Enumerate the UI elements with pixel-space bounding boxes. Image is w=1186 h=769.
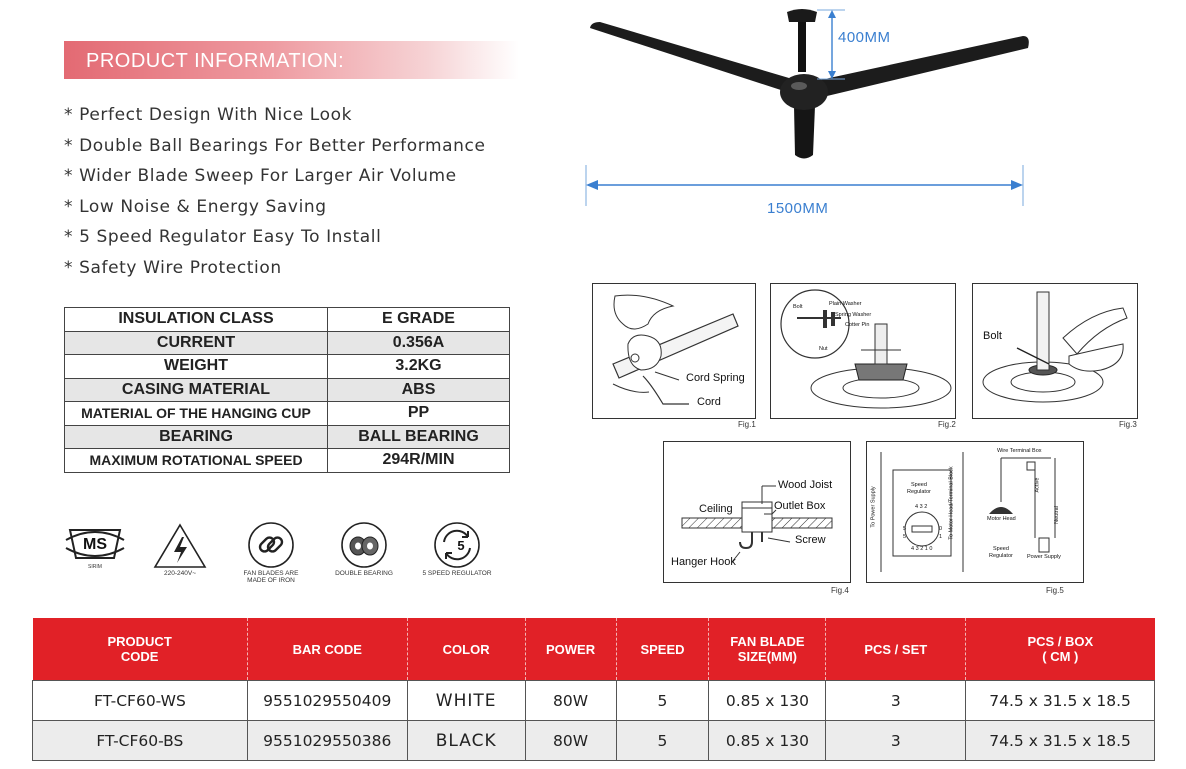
- fig4-wood-joist-label: Wood Joist: [778, 479, 833, 491]
- fig5-dial-right2: 1: [939, 534, 943, 540]
- spec-label: INSULATION CLASS: [65, 308, 328, 332]
- fig5-speed-label: Speed: [911, 482, 927, 488]
- fig5-speed-b-label: Speed: [993, 546, 1009, 552]
- cell-pcs-box: 74.5 x 31.5 x 18.5: [966, 721, 1155, 761]
- fig5-regulator-b-label: Regulator: [989, 553, 1013, 559]
- figure-2: [770, 283, 956, 419]
- fig4-ceiling-label: Ceiling: [699, 503, 733, 515]
- header-pcs-box: PCS / BOX ( CM ): [966, 618, 1155, 681]
- header-color: COLOR: [407, 618, 525, 681]
- fig5-neutral-label: Neutral: [1053, 506, 1060, 524]
- ms-certification-logo: [60, 522, 130, 571]
- iron-blades-label-1: FAN BLADES ARE: [243, 570, 299, 577]
- fig5-to-power-supply-label: To Power Supply: [870, 486, 877, 528]
- double-bearing-cert: [328, 520, 400, 577]
- feature-list: [64, 100, 486, 284]
- header-bar-code: BAR CODE: [247, 618, 407, 681]
- cell-product-code: FT-CF60-BS: [33, 721, 248, 761]
- cell-speed: 5: [616, 681, 709, 721]
- table-row: [33, 681, 1155, 721]
- fig3-bolt-label: Bolt: [983, 330, 1002, 342]
- cell-color: BLACK: [407, 721, 525, 761]
- spec-row: [65, 331, 510, 355]
- fig5-dial-right: 0: [939, 526, 943, 532]
- height-dimension-label: 400MM: [838, 29, 891, 46]
- spec-row: [65, 402, 510, 426]
- product-table: [32, 618, 1155, 761]
- cell-blade-size: 0.85 x 130: [709, 721, 826, 761]
- fig2-spring-washer-label: Spring Washer: [835, 312, 872, 318]
- fig5-regulator-label: Regulator: [907, 489, 931, 495]
- spec-label: BEARING: [65, 425, 328, 449]
- fig4-screw-label: Screw: [795, 534, 826, 546]
- header-product-code: PRODUCT CODE: [33, 618, 248, 681]
- iron-blades-label-2: MADE OF IRON: [247, 577, 295, 584]
- spec-value: E GRADE: [328, 308, 510, 332]
- cell-bar-code: 9551029550409: [247, 681, 407, 721]
- cell-speed: 5: [616, 721, 709, 761]
- spec-value: 0.356A: [328, 331, 510, 355]
- fig5-active-label: Active: [1034, 477, 1041, 493]
- speed-regulator-icon: [432, 520, 482, 570]
- iron-blades-cert: [236, 520, 306, 584]
- fig5-to-motor-head-label: To Motor Head/Terminal Block: [948, 466, 955, 540]
- cell-pcs-set: 3: [826, 721, 966, 761]
- voltage-label: 220-240V~: [164, 570, 196, 577]
- link-chain-icon: [246, 520, 296, 570]
- feature-item: * Perfect Design With Nice Look: [64, 105, 353, 125]
- header-power: POWER: [525, 618, 616, 681]
- product-information-header: [64, 41, 519, 79]
- fig5-caption: Fig.5: [1046, 586, 1064, 595]
- fig5-motor-head-label: Motor Head: [987, 516, 1016, 522]
- feature-item: * Double Ball Bearings For Better Performance: [64, 135, 486, 156]
- spec-value: ABS: [328, 378, 510, 402]
- fan-dimension-diagram: [575, 0, 1045, 225]
- product-table-header-row: [33, 618, 1155, 681]
- spec-label: MAXIMUM ROTATIONAL SPEED: [65, 449, 328, 473]
- fig5-dial-top: 4 3 2: [915, 504, 928, 510]
- fig3-caption: Fig.3: [1119, 420, 1137, 429]
- fig2-bolt-label: Bolt: [793, 304, 803, 310]
- fig1-caption: Fig.1: [738, 420, 756, 429]
- spec-row: [65, 355, 510, 379]
- fig1-cord-spring-label: Cord Spring: [686, 372, 745, 384]
- spec-value: 3.2KG: [328, 355, 510, 379]
- cell-bar-code: 9551029550386: [247, 721, 407, 761]
- spec-label: CURRENT: [65, 331, 328, 355]
- bearing-icon: [339, 520, 389, 570]
- product-information-title: PRODUCT INFORMATION:: [86, 50, 345, 72]
- table-row: [33, 721, 1155, 761]
- fig1-cord-label: Cord: [697, 396, 721, 408]
- header-fan-blade-size: FAN BLADE SIZE(MM): [709, 618, 826, 681]
- header-pcs-set: PCS / SET: [826, 618, 966, 681]
- fig2-cotter-pin-label: Cotter Pin: [845, 322, 870, 328]
- feature-item: * 5 Speed Regulator Easy To Install: [64, 227, 382, 248]
- double-bearing-label: DOUBLE BEARING: [335, 570, 393, 577]
- feature-item: * Low Noise & Energy Saving: [64, 196, 327, 217]
- fig2-caption: Fig.2: [938, 420, 956, 429]
- ms-logo-icon: [64, 522, 126, 566]
- figure-4: [663, 441, 851, 583]
- fig5-dial-left2: 5: [903, 534, 907, 540]
- fig5-dial-bottom: 4 3 2 1 0: [911, 546, 933, 552]
- ms-logo-text: MS: [83, 536, 107, 553]
- fan-downrod: [798, 22, 806, 72]
- voltage-cert: [145, 522, 215, 577]
- figure-3: [972, 283, 1138, 419]
- spec-row: [65, 425, 510, 449]
- spec-row: [65, 378, 510, 402]
- sweep-dimension-label: 1500MM: [767, 200, 829, 217]
- fan-blade-left: [590, 22, 789, 92]
- fig5-power-supply-label: Power Supply: [1027, 554, 1061, 560]
- spec-label: WEIGHT: [65, 355, 328, 379]
- cell-pcs-box: 74.5 x 31.5 x 18.5: [966, 681, 1155, 721]
- cell-power: 80W: [525, 721, 616, 761]
- spec-row: [65, 308, 510, 332]
- regulator-number: 5: [457, 538, 465, 553]
- ms-sub-label: SIRIM: [88, 564, 102, 570]
- fig4-caption: Fig.4: [831, 586, 849, 595]
- fig4-hanger-hook-label: Hanger Hook: [671, 556, 736, 568]
- fig5-wire-terminal-box-label: Wire Terminal Box: [997, 448, 1042, 454]
- cord-spring-drawing: [593, 284, 755, 418]
- wiring-diagram: [867, 442, 1083, 582]
- spec-value: BALL BEARING: [328, 425, 510, 449]
- regulator-cert: [415, 520, 499, 577]
- cell-power: 80W: [525, 681, 616, 721]
- fig5-dial-left: 5: [903, 526, 907, 532]
- fan-blade-front: [794, 106, 815, 159]
- fig4-outlet-box-label: Outlet Box: [774, 500, 826, 512]
- fig2-plain-washer-label: Plain Washer: [829, 301, 862, 307]
- bolt-tightening-drawing: [973, 284, 1137, 418]
- fan-canopy: [787, 9, 817, 22]
- header-speed: SPEED: [616, 618, 709, 681]
- figure-1: [592, 283, 756, 419]
- spec-value: PP: [328, 402, 510, 426]
- spec-table: [64, 307, 510, 473]
- fig2-nut-label: Nut: [819, 346, 828, 352]
- cell-pcs-set: 3: [826, 681, 966, 721]
- figure-5: [866, 441, 1084, 583]
- spec-label: CASING MATERIAL: [65, 378, 328, 402]
- feature-item: * Wider Blade Sweep For Larger Air Volume: [64, 166, 457, 187]
- regulator-label: 5 SPEED REGULATOR: [422, 570, 492, 577]
- spec-row: [65, 449, 510, 473]
- cell-product-code: FT-CF60-WS: [33, 681, 248, 721]
- feature-item: * Safety Wire Protection: [64, 257, 282, 278]
- cell-color: WHITE: [407, 681, 525, 721]
- spec-value: 294R/MIN: [328, 449, 510, 473]
- spec-label: MATERIAL OF THE HANGING CUP: [65, 402, 328, 426]
- high-voltage-icon: [152, 522, 208, 570]
- cell-blade-size: 0.85 x 130: [709, 681, 826, 721]
